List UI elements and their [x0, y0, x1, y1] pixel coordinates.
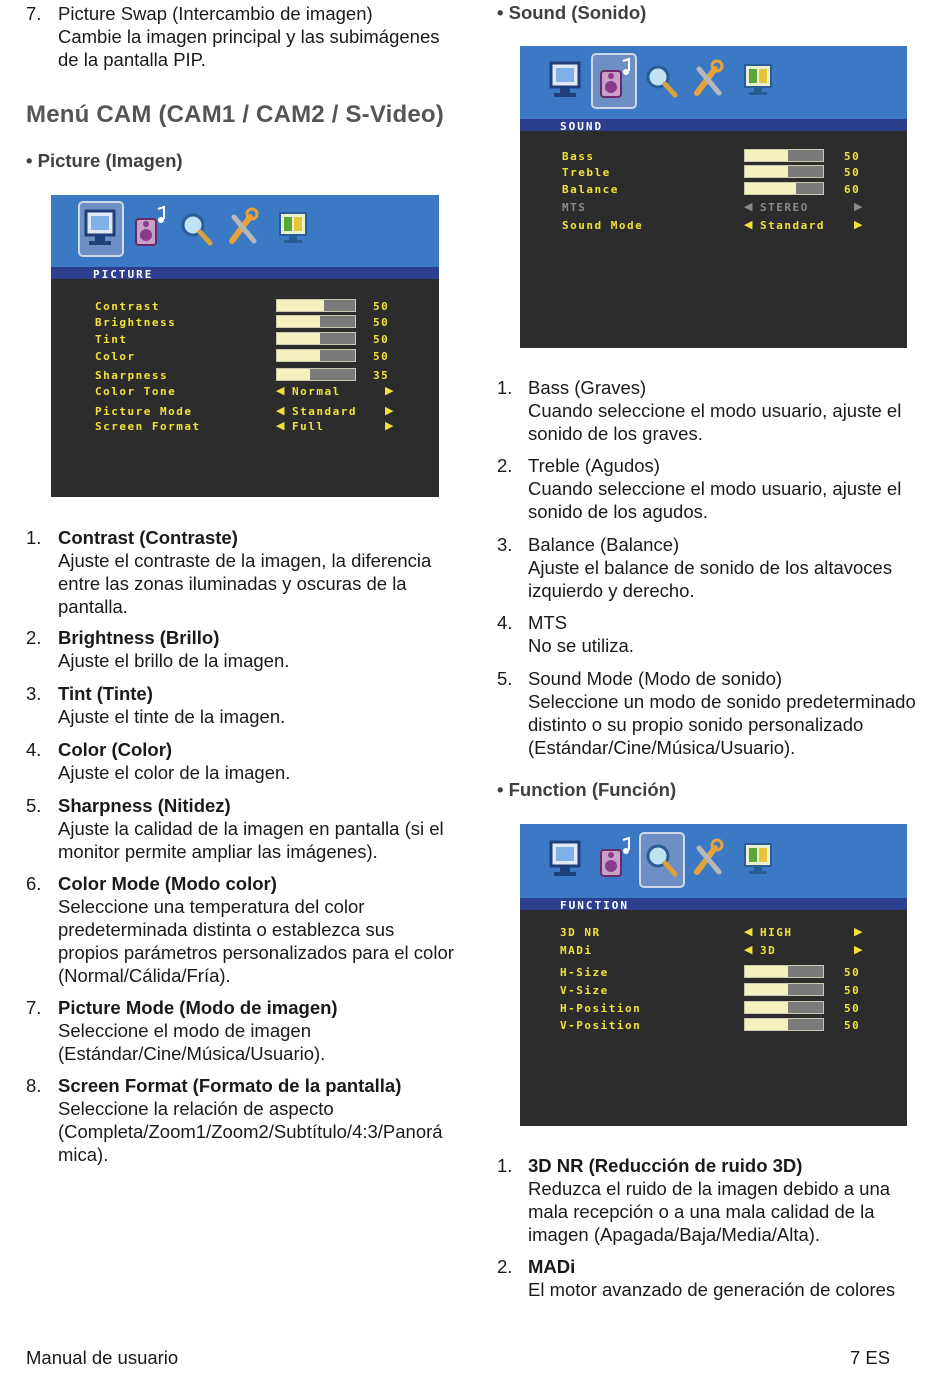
osd-row-label[interactable]: H-Size [560, 966, 609, 979]
osd-row-label[interactable]: V-Size [560, 984, 609, 997]
item-number: 5. [497, 668, 513, 689]
osd-option-value: Full [292, 420, 325, 433]
item-text [528, 533, 933, 602]
osd-slider-bar[interactable] [744, 965, 824, 978]
item-text [528, 376, 933, 445]
item-number: 1. [497, 377, 513, 398]
osd-row-label[interactable]: MADi [560, 944, 593, 957]
arrow-left-icon[interactable]: ◀ [744, 219, 753, 231]
item-text [58, 526, 460, 618]
osd-menu-label: FUNCTION [560, 899, 629, 912]
item-description: Ajuste el balance de sonido de los altavoces izquierdo y derecho. [528, 557, 893, 601]
arrow-right-icon[interactable]: ▶ [385, 405, 394, 417]
item-number: 8. [26, 1075, 42, 1096]
item-title: Balance (Balance) [528, 534, 680, 555]
osd-slider-value: 50 [844, 984, 861, 997]
picture-osd-screen [51, 195, 439, 497]
osd-slider-bar[interactable] [276, 299, 356, 312]
item-description: Cuando seleccione el modo usuario, ajuste el sonido de los graves. [528, 400, 902, 444]
item-number: 1. [26, 527, 42, 548]
arrow-left-icon[interactable]: ◀ [276, 420, 285, 432]
item-title: Contrast (Contraste) [58, 527, 238, 548]
osd-slider-bar[interactable] [744, 1001, 824, 1014]
osd-slider-value: 50 [844, 1002, 861, 1015]
arrow-right-icon[interactable]: ▶ [385, 385, 394, 397]
item-description: Seleccione una temperatura del color predeterminada distinta o establezca sus propios parámetros personalizados para el color (Normal/Cálida/Fría). [58, 896, 454, 986]
item-number: 7. [26, 997, 42, 1018]
picture-heading: • Picture (Imagen) [26, 150, 183, 171]
arrow-left-icon[interactable]: ◀ [744, 944, 753, 956]
osd-slider-bar[interactable] [276, 368, 356, 381]
osd-slider-value: 50 [844, 166, 861, 179]
arrow-right-icon[interactable]: ▶ [854, 926, 863, 938]
osd-slider-fill [745, 966, 788, 977]
item-title: Picture Mode (Modo de imagen) [58, 997, 338, 1018]
osd-slider-fill [277, 316, 320, 327]
osd-row-label[interactable]: Balance [562, 183, 619, 196]
item-number: 6. [26, 873, 42, 894]
osd-slider-bar[interactable] [744, 182, 824, 195]
item-description: Ajuste el brillo de la imagen. [58, 650, 290, 671]
section-title: Menú CAM (CAM1 / CAM2 / S-Video) [26, 101, 444, 128]
item-title: Color (Color) [58, 739, 173, 760]
item-title: Sound Mode (Modo de sonido) [528, 668, 783, 689]
osd-slider-fill [745, 166, 788, 177]
display-settings-icon[interactable] [737, 55, 779, 107]
item-description: Ajuste el tinte de la imagen. [58, 706, 286, 727]
item-description: Reduzca el ruido de la imagen debido a una mala recepción o a una mala calidad de la imagen (Apagada/Baja/Media/Alta). [528, 1178, 891, 1245]
item-number: 7. [26, 3, 42, 24]
display-settings-icon[interactable] [737, 834, 779, 886]
arrow-left-icon[interactable]: ◀ [744, 201, 753, 213]
arrow-right-icon[interactable]: ▶ [854, 219, 863, 231]
display-settings-icon[interactable] [272, 203, 314, 255]
osd-slider-value: 60 [844, 183, 861, 196]
item-title: Brightness (Brillo) [58, 627, 220, 648]
osd-slider-value: 50 [373, 350, 390, 363]
monitor-icon[interactable] [80, 203, 122, 255]
arrow-right-icon[interactable]: ▶ [854, 944, 863, 956]
item-description: El motor avanzado de generación de colores [528, 1279, 896, 1300]
osd-slider-bar[interactable] [276, 349, 356, 362]
osd-row-label[interactable]: Color Tone [95, 385, 177, 398]
osd-row-label[interactable]: Picture Mode [95, 405, 193, 418]
osd-row-label[interactable]: Treble [562, 166, 611, 179]
item-title: Bass (Graves) [528, 377, 647, 398]
item-description: No se utiliza. [528, 635, 634, 656]
arrow-left-icon[interactable]: ◀ [744, 926, 753, 938]
item-text [58, 626, 460, 672]
monitor-icon[interactable] [545, 834, 587, 886]
footer-page-number: 7 ES [850, 1347, 891, 1368]
osd-row-label[interactable]: Sound Mode [562, 219, 644, 232]
osd-row-label[interactable]: Sharpness [95, 369, 169, 382]
item-description: Ajuste el color de la imagen. [58, 762, 291, 783]
magnifier-icon[interactable] [641, 55, 683, 107]
osd-slider-bar[interactable] [744, 1018, 824, 1031]
item-number: 2. [497, 455, 513, 476]
footer-manual-label: Manual de usuario [26, 1347, 179, 1368]
item-title: Treble (Agudos) [528, 455, 660, 476]
item-text [58, 872, 460, 987]
osd-row-label[interactable]: 3D NR [560, 926, 601, 939]
item-title: Picture Swap (Intercambio de imagen) [58, 3, 373, 24]
arrow-left-icon[interactable]: ◀ [276, 405, 285, 417]
item-number: 4. [497, 612, 513, 633]
item-number: 2. [497, 1256, 513, 1277]
item-text [528, 667, 933, 759]
item-number: 3. [497, 534, 513, 555]
arrow-left-icon[interactable]: ◀ [276, 385, 285, 397]
osd-option-value: HIGH [760, 926, 793, 939]
osd-slider-fill [277, 369, 310, 380]
osd-row-label[interactable]: H-Position [560, 1002, 642, 1015]
osd-slider-bar[interactable] [744, 149, 824, 162]
item-description: Seleccione el modo de imagen (Estándar/Cine/Música/Usuario). [58, 1020, 326, 1064]
sound-heading: • Sound (Sonido) [497, 2, 647, 23]
item-number: 4. [26, 739, 42, 760]
osd-menu-label: SOUND [560, 120, 604, 133]
item-description: Seleccione la relación de aspecto (Completa/Zoom1/Zoom2/Subtítulo/4:3/Panorá mica). [58, 1098, 443, 1165]
speaker-music-icon[interactable] [593, 834, 635, 886]
item-text [528, 1154, 928, 1246]
osd-row-label[interactable]: Color [95, 350, 136, 363]
item-title: Color Mode (Modo color) [58, 873, 277, 894]
osd-slider-fill [277, 333, 320, 344]
osd-slider-fill [745, 1002, 788, 1013]
osd-row-label[interactable]: Screen Format [95, 420, 201, 433]
tools-icon[interactable] [689, 55, 731, 107]
item-text [528, 1255, 928, 1301]
item-description: Ajuste la calidad de la imagen en pantalla (si el monitor permite ampliar las imágenes). [58, 818, 444, 862]
speaker-music-icon[interactable] [128, 203, 170, 255]
item-title: MTS [528, 612, 568, 633]
osd-slider-fill [277, 300, 324, 311]
item-title: Sharpness (Nitidez) [58, 795, 231, 816]
item-description: Seleccione un modo de sonido predeterminado distinto o su propio sonido personalizado (Estándar/Cine/Música/Usuario). [528, 691, 916, 758]
item-description: Cambie la imagen principal y las subimágenes de la pantalla PIP. [58, 26, 440, 70]
tools-icon[interactable] [224, 203, 266, 255]
osd-slider-fill [745, 1019, 788, 1030]
osd-menu-label: PICTURE [93, 268, 154, 281]
item-title: Tint (Tinte) [58, 683, 153, 704]
sound-osd-screen [520, 46, 907, 348]
item-description: Ajuste el contraste de la imagen, la diferencia entre las zonas iluminadas y oscuras de la pantalla. [58, 550, 432, 617]
osd-slider-bar[interactable] [276, 332, 356, 345]
item-title: MADi [528, 1256, 576, 1277]
tools-icon[interactable] [689, 834, 731, 886]
item-text [58, 794, 460, 863]
item-number: 1. [497, 1155, 513, 1176]
osd-slider-bar[interactable] [276, 315, 356, 328]
osd-slider-value: 50 [844, 966, 861, 979]
arrow-right-icon[interactable]: ▶ [854, 201, 863, 213]
osd-option-value: Standard [760, 219, 825, 232]
magnifier-icon[interactable] [641, 834, 683, 886]
item-text [58, 738, 460, 784]
speaker-music-icon[interactable] [593, 55, 635, 107]
item-number: 5. [26, 795, 42, 816]
item-number: 3. [26, 683, 42, 704]
osd-option-value: STEREO [760, 201, 809, 214]
osd-slider-fill [745, 150, 788, 161]
item-title: Screen Format (Formato de la pantalla) [58, 1075, 402, 1096]
arrow-right-icon[interactable]: ▶ [385, 420, 394, 432]
osd-option-value: Standard [292, 405, 357, 418]
magnifier-icon[interactable] [176, 203, 218, 255]
item-text [58, 996, 460, 1065]
osd-slider-value: 50 [373, 316, 390, 329]
osd-slider-value: 50 [844, 1019, 861, 1032]
osd-slider-value: 50 [844, 150, 861, 163]
osd-option-value: Normal [292, 385, 341, 398]
osd-slider-fill [277, 350, 320, 361]
item-description: Cuando seleccione el modo usuario, ajuste el sonido de los agudos. [528, 478, 902, 522]
osd-row-label[interactable]: Contrast [95, 300, 160, 313]
osd-slider-value: 50 [373, 300, 390, 313]
osd-option-value: 3D [760, 944, 777, 957]
osd-row-label[interactable]: Bass [562, 150, 595, 163]
item-number: 2. [26, 627, 42, 648]
osd-row-label[interactable]: Brightness [95, 316, 177, 329]
osd-slider-fill [745, 984, 788, 995]
item-text [528, 454, 933, 523]
osd-slider-value: 35 [373, 369, 390, 382]
osd-row-label[interactable]: Tint [95, 333, 128, 346]
osd-slider-fill [745, 183, 796, 194]
osd-slider-bar[interactable] [744, 165, 824, 178]
function-heading: • Function (Función) [497, 779, 677, 800]
osd-slider-value: 50 [373, 333, 390, 346]
item-text [528, 611, 933, 657]
osd-row-label[interactable]: MTS [562, 201, 587, 214]
osd-row-label[interactable]: V-Position [560, 1019, 642, 1032]
item-text [58, 2, 458, 71]
item-title: 3D NR (Reducción de ruido 3D) [528, 1155, 803, 1176]
item-text [58, 1074, 460, 1166]
function-osd-screen [520, 824, 907, 1126]
monitor-icon[interactable] [545, 55, 587, 107]
osd-slider-bar[interactable] [744, 983, 824, 996]
item-text [58, 682, 460, 728]
